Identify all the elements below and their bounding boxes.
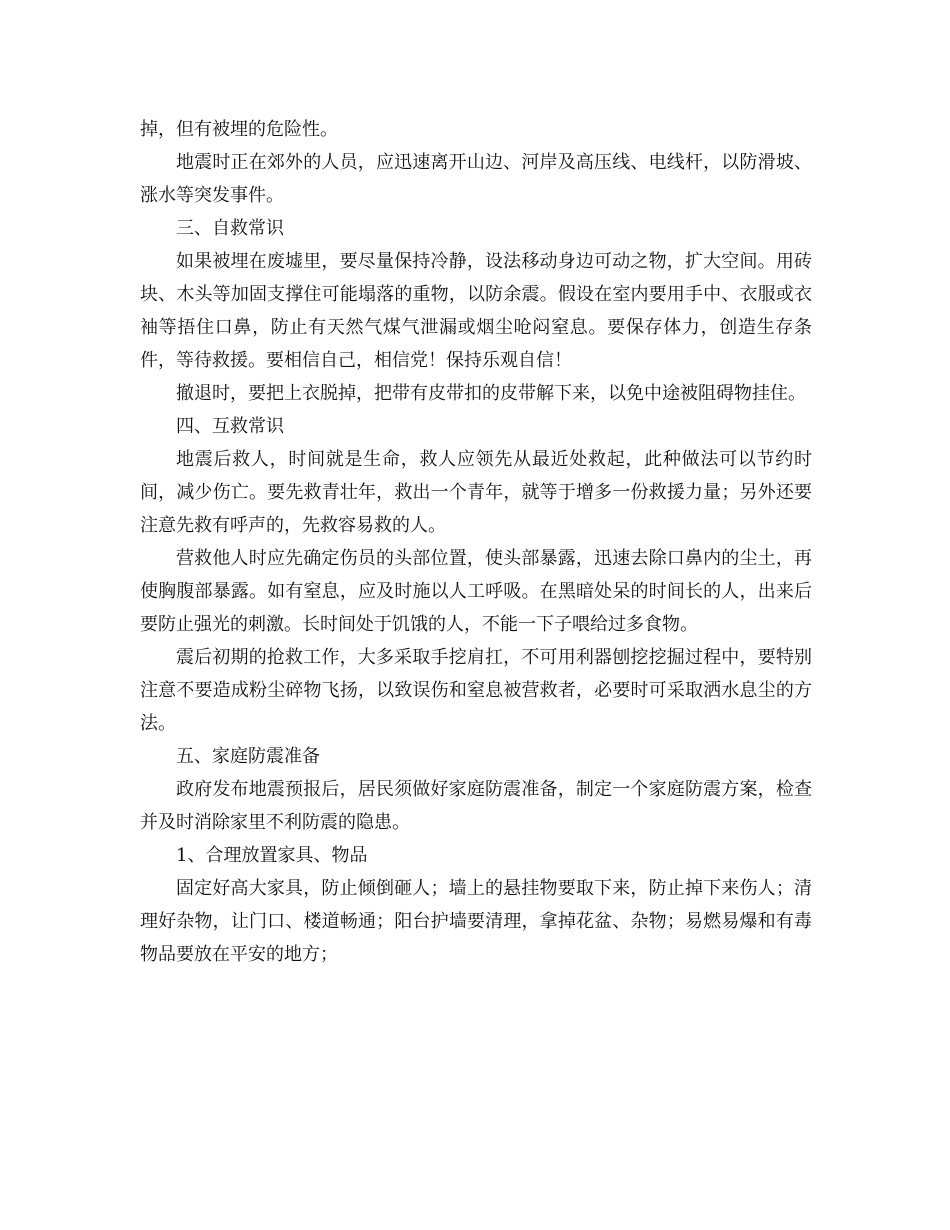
section-heading-self-rescue: 三、自救常识 [176,218,284,239]
paragraph-government-forecast: 政府发布地震预报后，居民须做好家庭防震准备，制定一个家庭防震方案，检查并及时消除家里不利防震的隐患。 [140,779,812,833]
subsection-heading-furniture: 1、合理放置家具、物品 [176,845,368,866]
paragraph-continuation: 掉，但有被埋的危险性。 [140,119,338,140]
paragraph-furniture-placement: 固定好高大家具，防止倾倒砸人；墙上的悬挂物要取下来，防止掉下来伤人；清理好杂物，让门口、楼道畅通；阳台护墙要清理，拿掉花盆、杂物；易燃易爆和有毒物品要放在平安的地方； [140,878,812,965]
paragraph-trapped-guidance: 如果被埋在废墟里，要尽量保持冷静，设法移动身边可动之物，扩大空间。用砖块、木头等加固支撑住可能塌落的重物，以防余震。假设在室内要用手中、衣服或衣袖等捂住口鼻，防止有天然气煤气泄漏或烟尘呛闷窒息。要保存体力，创造生存条件，等待救援。要相信自己，相信党！保持乐观自信！ [140,251,812,371]
paragraph-early-rescue-work: 震后初期的抢救工作，大多采取手挖肩扛，不可用利器刨挖挖掘过程中，要特别注意不要造成粉尘碎物飞扬，以致误伤和窒息被营救者，必要时可采取洒水息尘的方法。 [140,647,812,734]
paragraph-rescue-method: 营救他人时应先确定伤员的头部位置，使头部暴露，迅速去除口鼻内的尘土，再使胸腹部暴露。如有窒息，应及时施以人工呼吸。在黑暗处呆的时间长的人，出来后要防止强光的刺激。长时间处于饥饿的人，不能一下子喂给过多食物。 [140,548,812,635]
section-heading-mutual-rescue: 四、互救常识 [176,416,284,437]
paragraph-rescue-priority: 地震后救人，时间就是生命，救人应领先从最近处救起，此种做法可以节约时间，减少伤亡。要先救青壮年，救出一个青年，就等于增多一份救援力量；另外还要注意先救有呼声的，先救容易救的人。 [140,449,812,536]
section-heading-home-preparation: 五、家庭防震准备 [176,746,320,767]
paragraph-outdoor-safety: 地震时正在郊外的人员，应迅速离开山边、河岸及高压线、电线杆，以防滑坡、涨水等突发事件。 [140,152,812,206]
document-body [140,113,812,971]
paragraph-evacuation: 撤退时，要把上衣脱掉，把带有皮带扣的皮带解下来，以免中途被阻碍物挂住。 [176,383,806,404]
